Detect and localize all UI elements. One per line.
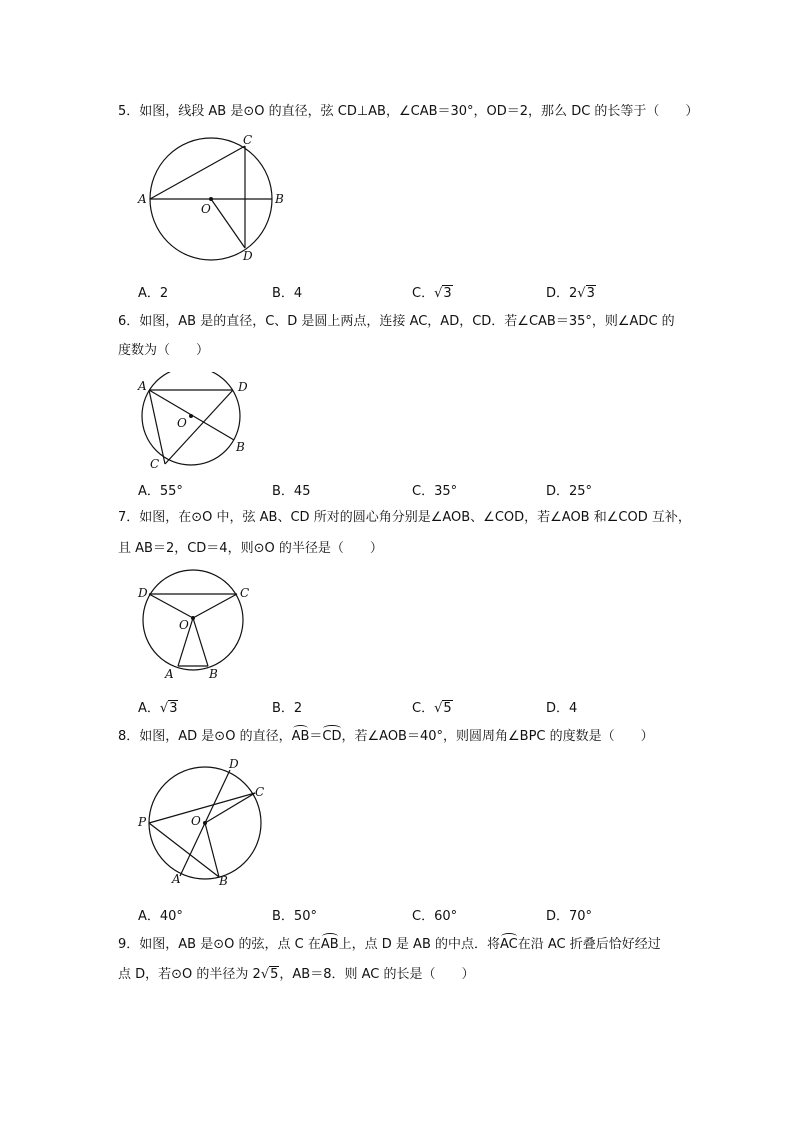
q6-label-c: C (150, 457, 160, 471)
q8-figure (135, 755, 275, 890)
q6-label-a: A (138, 379, 147, 393)
q8-center-dot (203, 821, 207, 825)
q8-arc-cd: CD (322, 729, 342, 744)
q5-label-d: D (243, 249, 253, 262)
q7-radius-oc (193, 594, 237, 618)
q7-option-c[interactable]: C．√5 (412, 701, 452, 716)
q8-label-c: C (255, 785, 265, 799)
q5-label-b: B (275, 192, 284, 206)
q6-label-d: D (238, 380, 248, 394)
q8-options (138, 905, 738, 924)
q8-label-o: O (191, 814, 201, 828)
q8-label-p: P (138, 815, 147, 829)
q6-label-b: B (236, 440, 245, 454)
q6-chord-ac (149, 390, 165, 464)
q6-option-a[interactable]: A．55° (138, 484, 183, 499)
q8-option-d[interactable]: D．70° (546, 909, 593, 924)
q5-option-c[interactable]: C．√3 (412, 286, 452, 301)
q8-label-a: A (172, 872, 181, 886)
q7-option-d[interactable]: D．4 (546, 701, 578, 716)
q7-stem-line1: 7．如图，在⊙O 中，弦 AB、CD 所对的圆心角分别是∠AOB、∠COD，若∠AOB 和∠COD 互补， (118, 510, 691, 525)
q8-label-d: D (229, 757, 239, 771)
q5-radius-od (211, 199, 245, 248)
q6-stem-line2: 度数为（ ） (118, 343, 210, 358)
q6-circle (142, 372, 240, 465)
q7-radius-od (149, 594, 193, 618)
q5-chord-ac (150, 146, 245, 199)
q7-center-dot (191, 616, 195, 620)
q7-label-b: B (209, 667, 218, 681)
q8-radius-ob (205, 823, 219, 877)
q5-label-c: C (243, 133, 253, 147)
q8-option-a[interactable]: A．40° (138, 909, 183, 924)
q5-stem: 5．如图，线段 AB 是⊙O 的直径，弦 CD⊥AB，∠CAB＝30°，OD＝2，那么 DC 的长等于（ ） (118, 104, 699, 119)
q7-option-b[interactable]: B．2 (272, 701, 303, 716)
q6-label-o: O (177, 416, 187, 430)
q5-label-a: A (138, 192, 147, 206)
q5-label-o: O (201, 202, 211, 216)
q6-option-b[interactable]: B．45 (272, 484, 311, 499)
q5-center-dot (209, 197, 213, 201)
q7-label-a: A (165, 667, 174, 681)
q7-label-o: O (179, 618, 189, 632)
q6-stem-line1: 6．如图，AB 是的直径，C、D 是圆上两点，连接 AC，AD，CD．若∠CAB＝35°，则∠ADC 的 (118, 314, 675, 329)
q7-options (138, 697, 738, 716)
q8-option-b[interactable]: B．50° (272, 909, 317, 924)
q8-stem: 8．如图，AD 是⊙O 的直径，AB＝CD，若∠AOB＝40°，则圆周角∠BPC 的度数是（ ） (118, 729, 654, 744)
q6-center-dot (189, 414, 193, 418)
q5-options (138, 282, 738, 301)
q7-label-c: C (240, 586, 250, 600)
q9-stem-line2: 点 D，若⊙O 的半径为 2√5，AB＝8．则 AC 的长是（ ） (118, 967, 475, 982)
q7-figure (135, 568, 260, 683)
q8-label-b: B (219, 874, 228, 888)
q7-radius-ob (193, 618, 208, 666)
q6-option-c[interactable]: C．35° (412, 484, 458, 499)
q6-options (138, 480, 738, 499)
q8-arc-ab: AB (291, 729, 310, 744)
q5-option-b[interactable]: B．4 (272, 286, 303, 301)
q6-option-d[interactable]: D．25° (546, 484, 593, 499)
q6-figure (135, 372, 255, 472)
q5-figure (135, 132, 295, 262)
q8-chord-pc (149, 793, 255, 823)
q8-option-c[interactable]: C．60° (412, 909, 458, 924)
q5-option-a[interactable]: A．2 (138, 286, 169, 301)
q9-arc-ac: AC (500, 937, 518, 952)
q7-stem-line2: 且 AB＝2，CD＝4，则⊙O 的半径是（ ） (118, 541, 383, 556)
q5-option-d[interactable]: D．2√3 (546, 286, 595, 301)
q9-arc-ab: AB (320, 937, 339, 952)
q7-option-a[interactable]: A．√3 (138, 701, 178, 716)
q7-label-d: D (138, 586, 148, 600)
q9-stem-line1: 9．如图，AB 是⊙O 的弦，点 C 在AB上，点 D 是 AB 的中点．将AC在沿 AC 折叠后恰好经过 (118, 937, 661, 952)
